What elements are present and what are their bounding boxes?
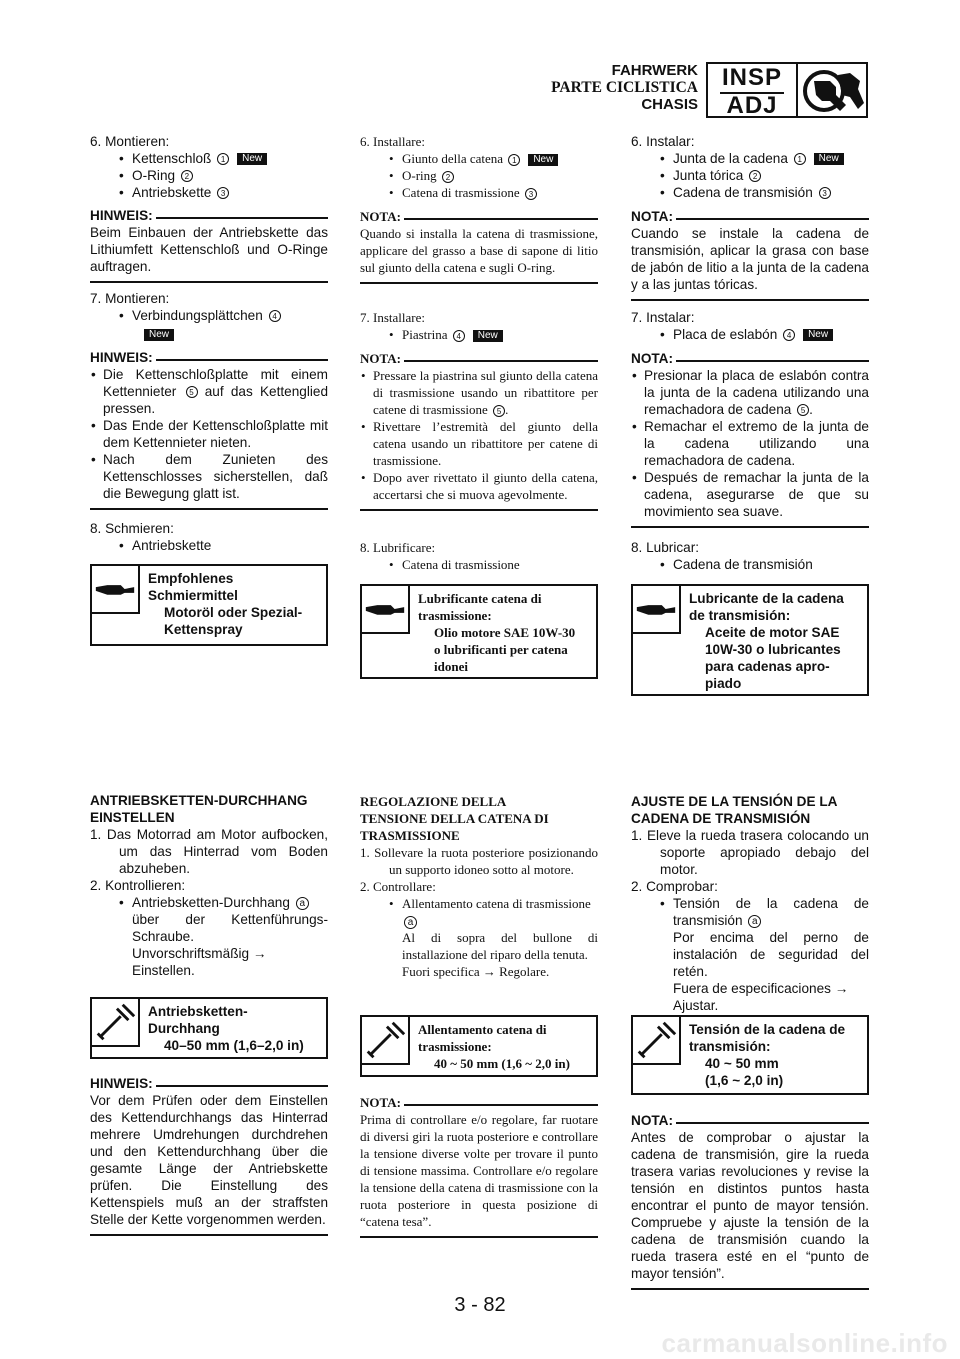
- note-text: Prima di controllare e/o regolare, far ruotare di diversi giri la ruota posteriore e controllare la tensione diverse volte per trovare il punto di tensione massima. Controllare e/o regolare la tensione della catena di trasmissione con la ruota posteriore in questa posizione di “catena tesa”.: [360, 1112, 598, 1229]
- note-label: HINWEIS:: [90, 1076, 153, 1091]
- list-item: • Kettenschloß 1 New: [90, 150, 328, 167]
- step-6-heading: 6. Installare:: [360, 134, 425, 149]
- wrench-adjust-icon: [92, 999, 140, 1047]
- note-text: Beim Einbauen der Antriebskette das Lithiumfett Kettenschloß und O-Ringe auftragen.: [90, 225, 328, 274]
- new-badge: New: [528, 154, 558, 166]
- list-item: • Allentamento catena di trasmissione a: [360, 895, 598, 929]
- note-bullet: • Presionar la placa de eslabón contra la junta de la cadena utilizando una remachadora de cadena 5 .: [631, 367, 869, 418]
- note-text: Vor dem Prüfen oder dem Einstellen des Kettendurchhangs das Hinterrad mehrere Umdrehungen durchdrehen und den Kettendurchhang über die gesamte Länge der Antriebskette prüfen. Die Einstellung des Kettenspiels muß an der straffsten Stelle der Kette vorgenommen werden.: [90, 1093, 328, 1227]
- list-item: • Antriebskette: [90, 537, 328, 554]
- adj-label: ADJ: [726, 92, 778, 119]
- note-text: Cuando se instale la cadena de transmisión, aplicar la grasa con base de jabón de litio a la junta de la cadena y a las juntas tóricas.: [631, 226, 869, 292]
- lubricant-spec-box: Lubrificante catena di trasmissione: Olio motore SAE 10W-30 o lubrificanti per catena idonei: [360, 584, 598, 679]
- new-badge: New: [237, 153, 267, 165]
- step-7-heading: 7. Instalar:: [631, 310, 695, 325]
- step-8-heading: 8. Lubrificare:: [360, 540, 436, 555]
- note-label: NOTA:: [360, 351, 401, 366]
- step-7-heading: 7. Montieren:: [90, 291, 170, 306]
- note-text: Quando si installa la catena di trasmissione, applicare del grasso a base di sapone di litio sul giunto della catena e sugli O-ring.: [360, 226, 598, 275]
- list-item: • Junta de la cadena 1 New: [631, 150, 869, 167]
- note-bullet: • Remachar el extremo de la junta de la cadena utilizando una remachadora de cadena.: [631, 418, 869, 469]
- wrench-icon: [802, 67, 866, 115]
- divider: [796, 64, 798, 116]
- list-item: • Catena di trasmissione 3: [360, 184, 598, 201]
- section-title: AJUSTE DE LA TENSIÓN DE LA: [631, 794, 838, 809]
- step-8-heading: 8. Schmieren:: [90, 521, 174, 536]
- step-7-heading: 7. Installare:: [360, 310, 425, 325]
- step-1-text: 1. Sollevare la ruota posteriore posizionando un supporto idoneo sotto al motore.: [360, 845, 598, 877]
- note-label: NOTA:: [631, 351, 674, 366]
- lubricant-spec-box: Empfohlenes Schmiermittel Motoröl oder Spezial- Kettenspray: [90, 564, 328, 646]
- page-number: 3 - 82: [454, 1294, 506, 1316]
- note-block: [360, 208, 598, 284]
- section-title: TRASMISSIONE: [360, 828, 460, 843]
- header-title-de: FAHRWERK: [611, 62, 698, 79]
- note-block: [631, 350, 869, 528]
- list-item: • Junta tórica 2: [631, 167, 869, 184]
- note-block: [631, 1112, 869, 1290]
- list-item: • Placa de eslabón 4 New: [631, 326, 869, 343]
- watermark: carmanualsonline.info: [661, 1328, 948, 1358]
- step-1-text: 1. Eleve la rueda trasera colocando un soporte apropiado debajo del motor.: [631, 828, 869, 877]
- note-block: [360, 1094, 598, 1238]
- chain-slack-spec-box: Allentamento catena di trasmissione: 40 ~ 50 mm (1,6 ~ 2,0 in): [360, 1015, 598, 1077]
- header-title-it: PARTE CICLISTICA: [551, 79, 698, 96]
- section-header-titles: [551, 62, 698, 113]
- section-title: REGOLAZIONE DELLA: [360, 794, 507, 809]
- oil-can-icon: [92, 566, 140, 614]
- section-title: EINSTELLEN: [90, 810, 175, 825]
- note-bullet: • Pressare la piastrina sul giunto della catena di trasmissione usando un ribattitore per catene di trasmissione 5 .: [360, 367, 598, 418]
- note-bullet: • Nach dem Zunieten des Kettenschlosses sicherstellen, daß die Bewegung glatt ist.: [90, 451, 328, 502]
- new-badge: New: [814, 153, 844, 165]
- new-badge: New: [144, 329, 174, 341]
- note-bullet: • Rivettare l’estremità del giunto della catena usando un ribattitore per catene di trasmissione.: [360, 418, 598, 469]
- chain-slack-spec-box: Tensión de la cadena de transmisión: 40 ~ 50 mm (1,6 ~ 2,0 in): [631, 1015, 869, 1095]
- list-item: • Antriebskette 3: [90, 184, 328, 201]
- note-bullet: • Das Ende der Kettenschloßplatte mit dem Kettennieter nieten.: [90, 417, 328, 451]
- note-block: [631, 208, 869, 301]
- step-6-heading: 6. Montieren:: [90, 134, 170, 149]
- new-badge: New: [473, 330, 503, 342]
- wrench-adjust-icon: [633, 1017, 681, 1065]
- note-block: [90, 207, 328, 283]
- list-item: • Catena di trasmissione: [360, 556, 598, 573]
- note-text: Antes de comprobar o ajustar la cadena de transmisión, gire la rueda trasera varias revoluciones y revise la tensión en distintos puntos hasta encontrar el punto de mayor tensión. Compruebe y ajuste la tensión de la cadena de transmisión cuando la rueda trasera esté en el “punto de mayor tensión”.: [631, 1130, 869, 1281]
- note-block: [90, 349, 328, 510]
- list-item: • Giunto della catena 1 New: [360, 150, 598, 167]
- step-6-heading: 6. Instalar:: [631, 134, 695, 149]
- section-title: TENSIONE DELLA CATENA DI: [360, 811, 549, 826]
- note-block: [360, 350, 598, 511]
- list-item: • Antriebsketten-Durchhang a: [90, 894, 328, 911]
- chain-slack-spec-box: Antriebsketten- Durchhang 40–50 mm (1,6–2,0 in): [90, 997, 328, 1059]
- list-item: • Cadena de transmisión: [631, 556, 869, 573]
- list-item: • Piastrina 4 New: [360, 326, 598, 343]
- note-label: NOTA:: [631, 1113, 674, 1128]
- note-label: HINWEIS:: [90, 350, 153, 365]
- step-2-heading: 2. Kontrollieren:: [90, 878, 186, 893]
- step-2-heading: 2. Comprobar:: [631, 879, 718, 894]
- note-label: HINWEIS:: [90, 208, 153, 223]
- list-item: • O-Ring 2: [90, 167, 328, 184]
- note-block: [90, 1075, 328, 1236]
- section-title: ANTRIEBSKETTEN-DURCHHANG: [90, 793, 308, 808]
- list-item: • O-ring 2: [360, 167, 598, 184]
- wrench-adjust-icon: [362, 1017, 410, 1065]
- section-title: CADENA DE TRANSMISIÓN: [631, 811, 811, 826]
- list-item: • Verbindungsplättchen 4: [90, 307, 328, 324]
- lubricant-spec-box: Lubricante de la cadena de transmisión: Aceite de motor SAE 10W-30 o lubricantes para cadenas apro- piado: [631, 584, 869, 696]
- step-1-text: 1. Das Motorrad am Motor aufbocken, um das Hinterrad vom Boden abzuheben.: [90, 827, 328, 876]
- new-badge: New: [803, 329, 833, 341]
- note-label: NOTA:: [360, 1095, 401, 1110]
- list-item: • Cadena de transmisión 3: [631, 184, 869, 201]
- note-label: NOTA:: [360, 209, 401, 224]
- note-label: NOTA:: [631, 209, 674, 224]
- step-2-heading: 2. Controllare:: [360, 879, 436, 894]
- insp-adj-section-box: [706, 62, 868, 118]
- header-title-es: CHASIS: [641, 96, 698, 113]
- note-bullet: • Dopo aver rivettato il giunto della catena, accertarsi che si muova agevolmente.: [360, 469, 598, 503]
- insp-label: INSP: [721, 64, 782, 91]
- list-item: • Tensión de la cadena de transmisión a: [631, 895, 869, 929]
- oil-can-icon: [362, 586, 410, 634]
- note-bullet: • Die Kettenschloßplatte mit einem Kettennieter 5 auf das Kettenglied pressen.: [90, 366, 328, 417]
- oil-can-icon: [633, 586, 681, 634]
- note-bullet: • Después de remachar la junta de la cadena, asegurarse de que su movimiento sea suave.: [631, 469, 869, 520]
- step-8-heading: 8. Lubricar:: [631, 540, 700, 555]
